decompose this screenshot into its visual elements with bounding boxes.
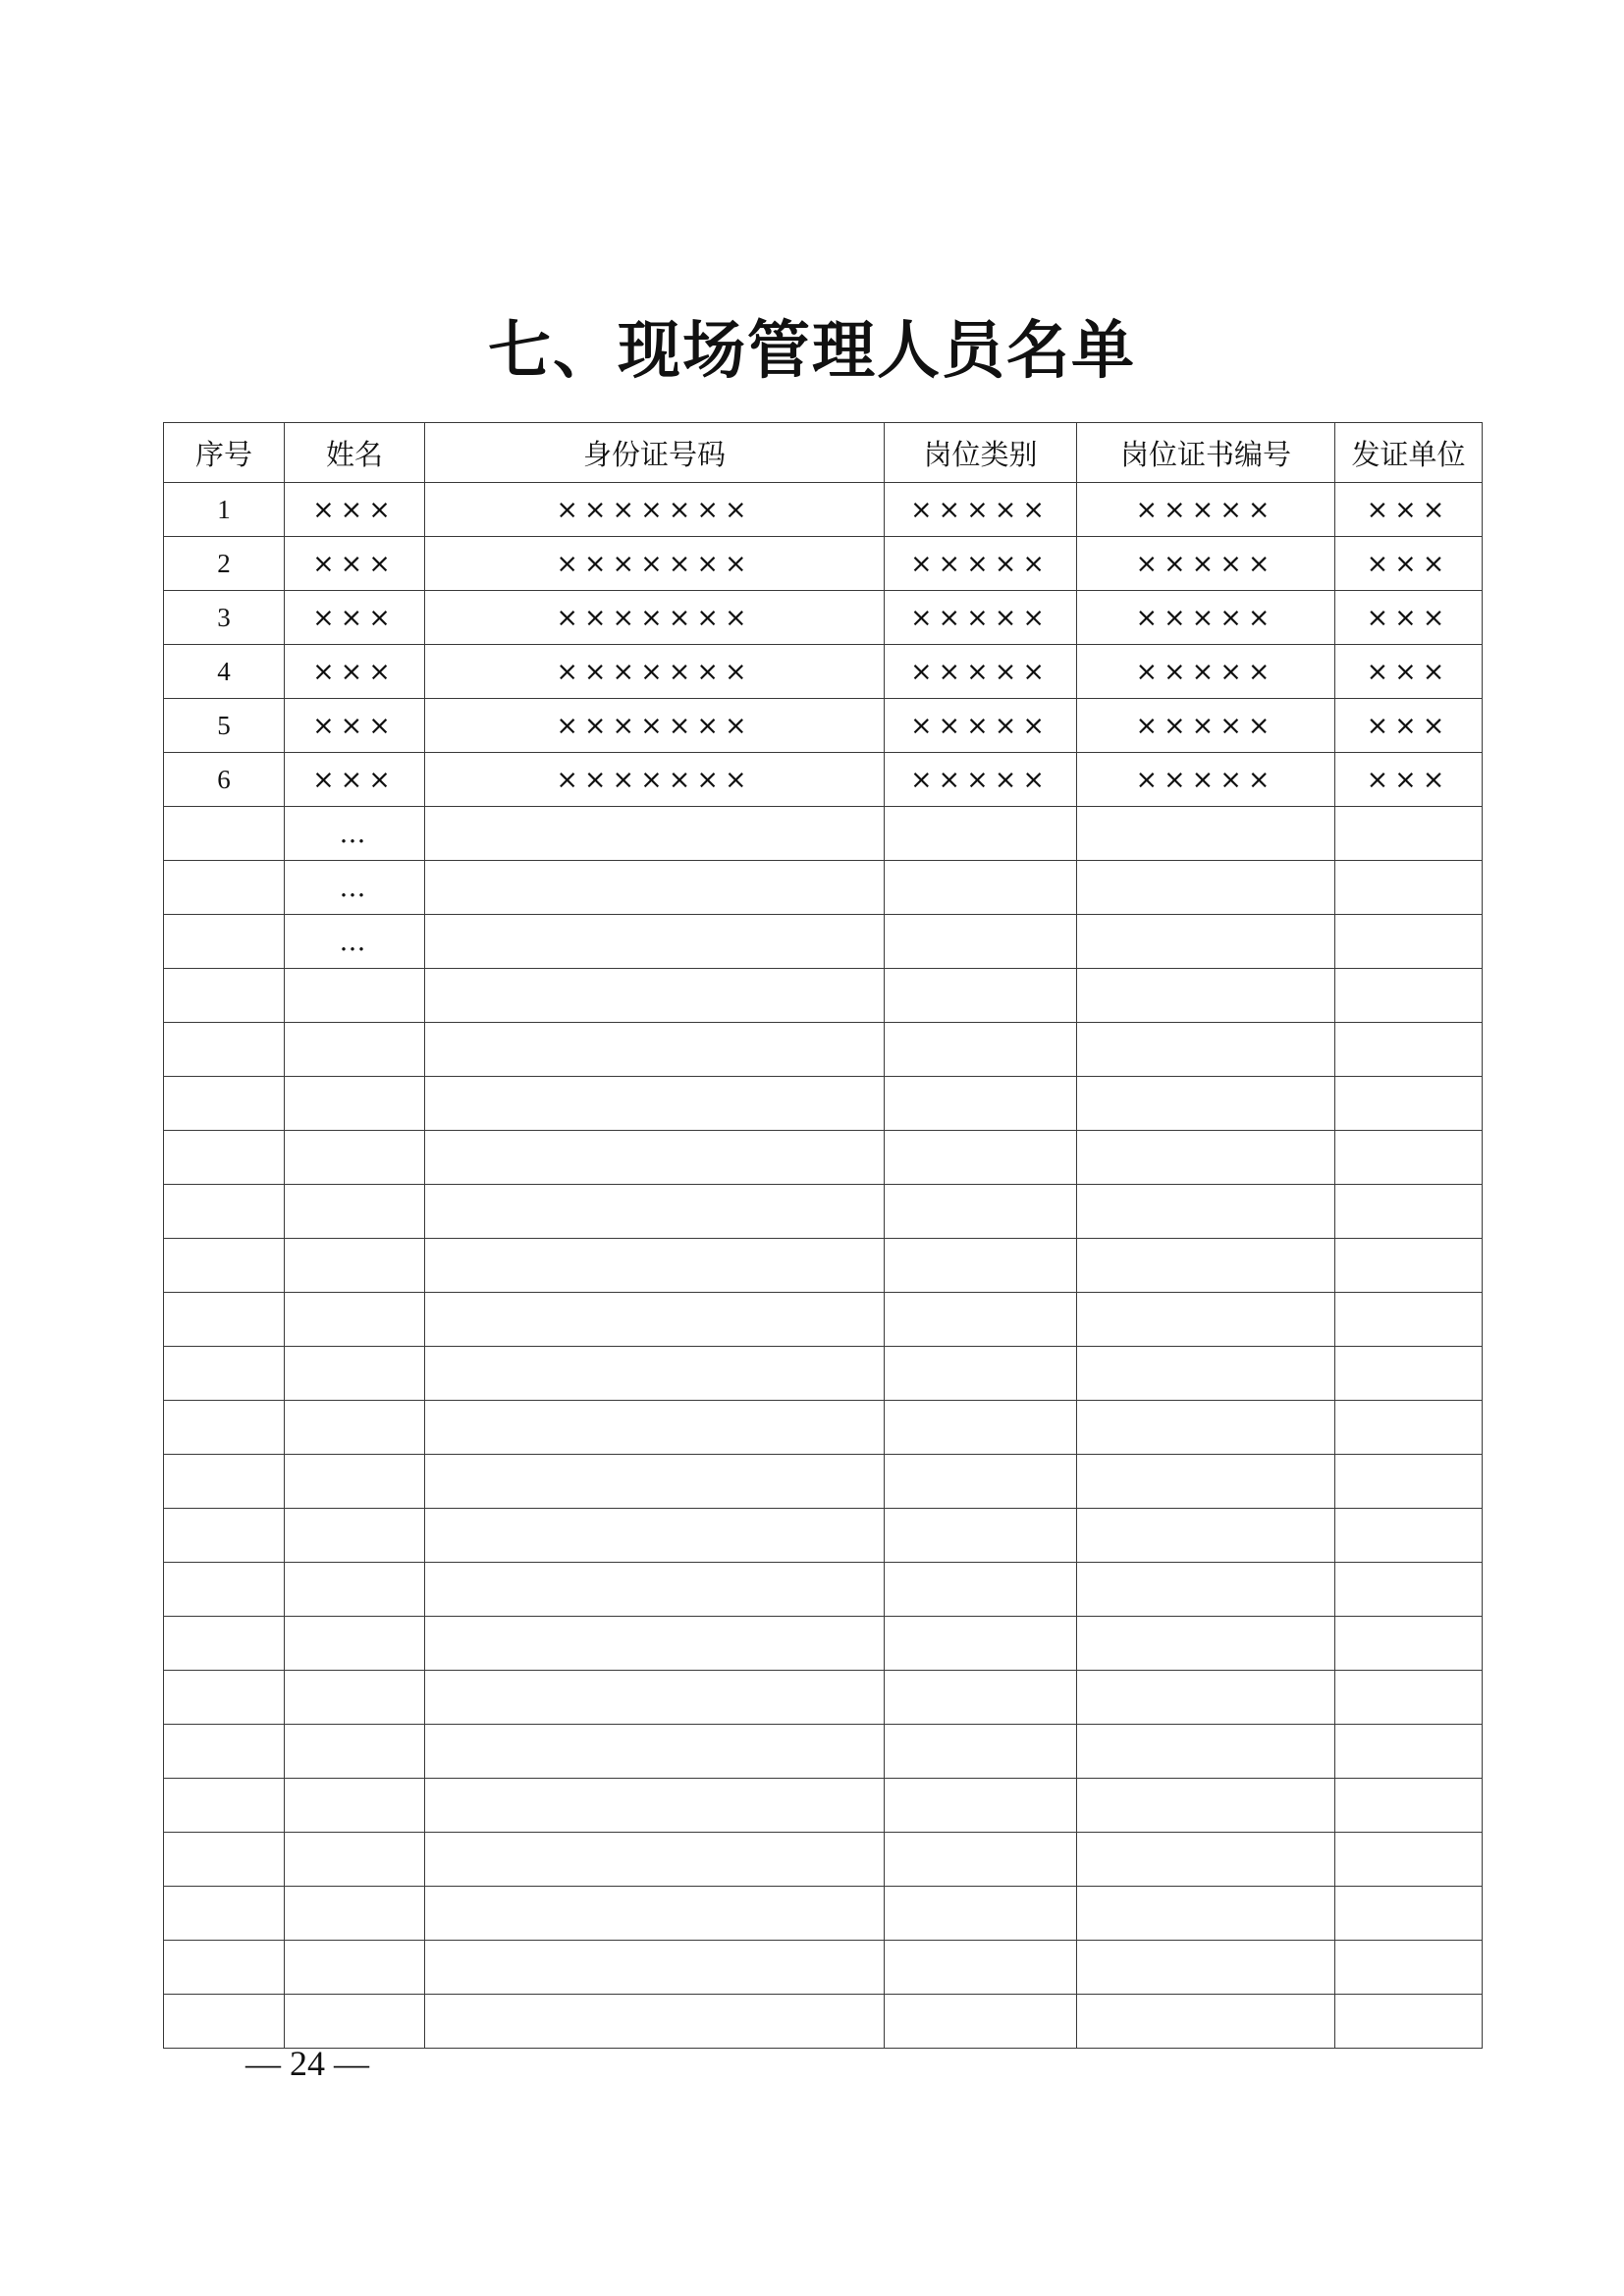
table-body	[164, 483, 1483, 2049]
cell-issuing-unit	[1335, 969, 1483, 1023]
cell-id-number	[425, 1941, 885, 1995]
header-position-type: 岗位类别	[885, 423, 1077, 483]
cell-position-type	[885, 1185, 1077, 1239]
table-row	[164, 1779, 1483, 1833]
header-seq: 序号	[164, 423, 285, 483]
header-certificate-number: 岗位证书编号	[1077, 423, 1335, 483]
cell-name	[285, 1725, 425, 1779]
table-header	[164, 423, 1483, 483]
cell-name	[285, 1185, 425, 1239]
cell-name: …	[285, 915, 425, 969]
cell-name	[285, 1779, 425, 1833]
cell-position-type	[885, 1941, 1077, 1995]
cell-seq	[164, 1023, 285, 1077]
cell-id-number	[425, 1347, 885, 1401]
cell-position-type: ×××××	[885, 753, 1077, 807]
cell-seq	[164, 1833, 285, 1887]
cell-position-type	[885, 1023, 1077, 1077]
cell-seq	[164, 1995, 285, 2049]
cell-certificate-number	[1077, 1725, 1335, 1779]
cell-seq	[164, 1887, 285, 1941]
cell-issuing-unit	[1335, 1887, 1483, 1941]
cell-seq	[164, 1617, 285, 1671]
table-row	[164, 969, 1483, 1023]
cell-id-number	[425, 1293, 885, 1347]
header-id-number: 身份证号码	[425, 423, 885, 483]
cell-seq: 6	[164, 753, 285, 807]
cell-issuing-unit	[1335, 1401, 1483, 1455]
cell-position-type: ×××××	[885, 483, 1077, 537]
cell-id-number	[425, 1833, 885, 1887]
cell-id-number	[425, 969, 885, 1023]
cell-id-number	[425, 1077, 885, 1131]
cell-seq	[164, 1725, 285, 1779]
cell-name: ×××	[285, 483, 425, 537]
cell-position-type: ×××××	[885, 591, 1077, 645]
cell-seq: 4	[164, 645, 285, 699]
cell-position-type	[885, 1833, 1077, 1887]
cell-certificate-number	[1077, 1887, 1335, 1941]
cell-id-number	[425, 1131, 885, 1185]
table-row	[164, 861, 1483, 915]
cell-name	[285, 1023, 425, 1077]
table-row	[164, 1401, 1483, 1455]
cell-seq	[164, 861, 285, 915]
table-row	[164, 483, 1483, 537]
cell-position-type	[885, 861, 1077, 915]
cell-issuing-unit	[1335, 807, 1483, 861]
cell-position-type: ×××××	[885, 645, 1077, 699]
cell-issuing-unit	[1335, 1347, 1483, 1401]
table-row	[164, 1239, 1483, 1293]
cell-position-type	[885, 1347, 1077, 1401]
cell-seq	[164, 1509, 285, 1563]
cell-position-type	[885, 1239, 1077, 1293]
table-row	[164, 1509, 1483, 1563]
cell-id-number	[425, 1725, 885, 1779]
cell-name	[285, 1887, 425, 1941]
cell-id-number	[425, 1617, 885, 1671]
table-row	[164, 753, 1483, 807]
cell-certificate-number	[1077, 861, 1335, 915]
table-row	[164, 1077, 1483, 1131]
cell-certificate-number	[1077, 1617, 1335, 1671]
cell-name	[285, 1347, 425, 1401]
cell-issuing-unit	[1335, 1725, 1483, 1779]
cell-issuing-unit: ×××	[1335, 591, 1483, 645]
cell-certificate-number	[1077, 1131, 1335, 1185]
cell-certificate-number: ×××××	[1077, 483, 1335, 537]
cell-certificate-number	[1077, 1563, 1335, 1617]
cell-name	[285, 1995, 425, 2049]
cell-issuing-unit: ×××	[1335, 753, 1483, 807]
cell-position-type	[885, 1779, 1077, 1833]
cell-seq	[164, 1455, 285, 1509]
table-row	[164, 1833, 1483, 1887]
cell-issuing-unit	[1335, 915, 1483, 969]
roster-table	[163, 422, 1483, 2049]
cell-position-type	[885, 1617, 1077, 1671]
cell-id-number	[425, 1239, 885, 1293]
cell-position-type: ×××××	[885, 699, 1077, 753]
header-row	[164, 423, 1483, 483]
cell-seq	[164, 1077, 285, 1131]
cell-position-type	[885, 1563, 1077, 1617]
cell-seq	[164, 1779, 285, 1833]
cell-issuing-unit	[1335, 1185, 1483, 1239]
cell-position-type	[885, 1509, 1077, 1563]
cell-id-number	[425, 1779, 885, 1833]
cell-certificate-number	[1077, 1455, 1335, 1509]
cell-certificate-number	[1077, 807, 1335, 861]
cell-issuing-unit: ×××	[1335, 537, 1483, 591]
table-row	[164, 1725, 1483, 1779]
cell-id-number: ×××××××	[425, 591, 885, 645]
cell-issuing-unit: ×××	[1335, 483, 1483, 537]
cell-certificate-number: ×××××	[1077, 645, 1335, 699]
cell-id-number	[425, 1401, 885, 1455]
cell-certificate-number: ×××××	[1077, 537, 1335, 591]
cell-seq	[164, 1401, 285, 1455]
cell-name: ×××	[285, 753, 425, 807]
cell-name	[285, 969, 425, 1023]
cell-id-number	[425, 1023, 885, 1077]
cell-issuing-unit	[1335, 1293, 1483, 1347]
table-row	[164, 645, 1483, 699]
cell-certificate-number	[1077, 915, 1335, 969]
cell-id-number	[425, 1509, 885, 1563]
cell-id-number	[425, 915, 885, 969]
cell-id-number: ×××××××	[425, 645, 885, 699]
cell-issuing-unit	[1335, 1617, 1483, 1671]
cell-name	[285, 1239, 425, 1293]
cell-id-number: ×××××××	[425, 753, 885, 807]
cell-name	[285, 1941, 425, 1995]
cell-name	[285, 1509, 425, 1563]
cell-issuing-unit	[1335, 1941, 1483, 1995]
cell-seq	[164, 915, 285, 969]
cell-seq: 2	[164, 537, 285, 591]
table-row	[164, 1347, 1483, 1401]
cell-issuing-unit	[1335, 1239, 1483, 1293]
cell-certificate-number	[1077, 1023, 1335, 1077]
cell-issuing-unit	[1335, 1671, 1483, 1725]
cell-name: ×××	[285, 537, 425, 591]
page-title: 七、现场管理人员名单	[488, 314, 1136, 388]
cell-seq	[164, 969, 285, 1023]
cell-position-type	[885, 1671, 1077, 1725]
cell-name	[285, 1563, 425, 1617]
cell-id-number: ×××××××	[425, 483, 885, 537]
cell-name	[285, 1833, 425, 1887]
cell-issuing-unit	[1335, 1023, 1483, 1077]
header-issuing-unit: 发证单位	[1335, 423, 1483, 483]
cell-name	[285, 1671, 425, 1725]
roster-table-container	[163, 422, 1482, 2049]
cell-certificate-number	[1077, 1239, 1335, 1293]
cell-seq	[164, 1671, 285, 1725]
header-name: 姓名	[285, 423, 425, 483]
cell-certificate-number	[1077, 1185, 1335, 1239]
cell-seq	[164, 1293, 285, 1347]
cell-name	[285, 1077, 425, 1131]
table-row	[164, 1185, 1483, 1239]
cell-position-type	[885, 915, 1077, 969]
cell-seq	[164, 1185, 285, 1239]
cell-issuing-unit: ×××	[1335, 699, 1483, 753]
cell-certificate-number	[1077, 1401, 1335, 1455]
cell-certificate-number	[1077, 1293, 1335, 1347]
cell-certificate-number	[1077, 1941, 1335, 1995]
cell-id-number	[425, 1455, 885, 1509]
cell-seq	[164, 807, 285, 861]
table-row	[164, 1617, 1483, 1671]
table-row	[164, 699, 1483, 753]
table-row	[164, 1023, 1483, 1077]
cell-issuing-unit	[1335, 1131, 1483, 1185]
cell-position-type	[885, 1131, 1077, 1185]
cell-id-number	[425, 861, 885, 915]
cell-name	[285, 1401, 425, 1455]
cell-seq	[164, 1563, 285, 1617]
cell-position-type	[885, 1401, 1077, 1455]
cell-position-type	[885, 1725, 1077, 1779]
table-row	[164, 537, 1483, 591]
cell-name	[285, 1131, 425, 1185]
cell-position-type: ×××××	[885, 537, 1077, 591]
table-row	[164, 807, 1483, 861]
cell-certificate-number: ×××××	[1077, 699, 1335, 753]
table-row	[164, 1563, 1483, 1617]
cell-certificate-number	[1077, 1995, 1335, 2049]
cell-certificate-number	[1077, 1509, 1335, 1563]
cell-issuing-unit: ×××	[1335, 645, 1483, 699]
cell-certificate-number	[1077, 1671, 1335, 1725]
cell-id-number	[425, 1671, 885, 1725]
cell-certificate-number	[1077, 969, 1335, 1023]
cell-seq	[164, 1941, 285, 1995]
cell-id-number: ×××××××	[425, 537, 885, 591]
cell-seq: 1	[164, 483, 285, 537]
cell-issuing-unit	[1335, 1509, 1483, 1563]
cell-certificate-number	[1077, 1347, 1335, 1401]
cell-id-number	[425, 1887, 885, 1941]
cell-position-type	[885, 969, 1077, 1023]
table-row	[164, 1671, 1483, 1725]
cell-certificate-number	[1077, 1779, 1335, 1833]
cell-position-type	[885, 1455, 1077, 1509]
cell-issuing-unit	[1335, 1779, 1483, 1833]
cell-id-number	[425, 1563, 885, 1617]
table-row	[164, 1887, 1483, 1941]
cell-id-number	[425, 807, 885, 861]
cell-name: ×××	[285, 591, 425, 645]
cell-seq	[164, 1131, 285, 1185]
cell-id-number	[425, 1995, 885, 2049]
cell-issuing-unit	[1335, 1995, 1483, 2049]
cell-seq	[164, 1347, 285, 1401]
table-row	[164, 1455, 1483, 1509]
cell-seq: 3	[164, 591, 285, 645]
cell-name: …	[285, 861, 425, 915]
table-row	[164, 1995, 1483, 2049]
cell-name	[285, 1617, 425, 1671]
cell-seq: 5	[164, 699, 285, 753]
table-row	[164, 1293, 1483, 1347]
cell-issuing-unit	[1335, 1833, 1483, 1887]
cell-issuing-unit	[1335, 1455, 1483, 1509]
cell-position-type	[885, 1995, 1077, 2049]
cell-seq	[164, 1239, 285, 1293]
cell-name: ×××	[285, 645, 425, 699]
cell-certificate-number	[1077, 1077, 1335, 1131]
cell-id-number	[425, 1185, 885, 1239]
table-row	[164, 915, 1483, 969]
page-number: — 24 —	[245, 2044, 369, 2083]
cell-id-number: ×××××××	[425, 699, 885, 753]
cell-issuing-unit	[1335, 1563, 1483, 1617]
cell-name: …	[285, 807, 425, 861]
cell-certificate-number: ×××××	[1077, 591, 1335, 645]
cell-position-type	[885, 807, 1077, 861]
table-row	[164, 1131, 1483, 1185]
table-row	[164, 591, 1483, 645]
cell-position-type	[885, 1887, 1077, 1941]
cell-position-type	[885, 1077, 1077, 1131]
cell-name	[285, 1455, 425, 1509]
cell-issuing-unit	[1335, 1077, 1483, 1131]
cell-certificate-number	[1077, 1833, 1335, 1887]
cell-issuing-unit	[1335, 861, 1483, 915]
cell-position-type	[885, 1293, 1077, 1347]
cell-name	[285, 1293, 425, 1347]
cell-name: ×××	[285, 699, 425, 753]
table-row	[164, 1941, 1483, 1995]
cell-certificate-number: ×××××	[1077, 753, 1335, 807]
